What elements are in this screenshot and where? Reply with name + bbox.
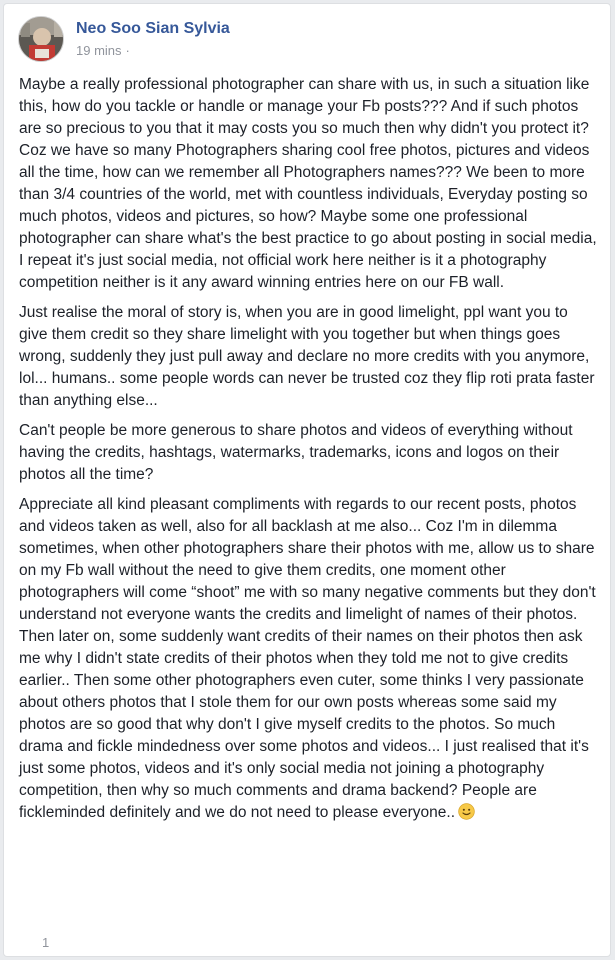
post-meta [76, 16, 230, 60]
post-paragraph-3: Can't people be more generous to share photos and videos of everything without having the credits, hashtags, watermarks, trademarks, icons and logos on their photos all the time? [19, 422, 573, 483]
facebook-post [3, 3, 611, 957]
post-paragraph-4-text: Appreciate all kind pleasant compliments with regards to our recent posts, photos and videos taken as well, also for all backlash at me also... Coz I'm in dilemma sometimes, when other photographers share their photos with me, allow us to share on my Fb wall without the need to give them credits, one moment other photographers will come “shoot” me with so many negative comments but they don't understand not everyone wants the credits and limelight of names of their photos. Then later on, some suddenly want credits of their names on their photos then ask me why I didn't state credits of their photos when they told me not to give credits earlier.. Then some other photographers even cuter, some thinks I very passionate about others photos that I stole them for our own posts whereas some said my photos are so good that why don't I give myself credits to the photos. So much drama and fickle mindedness over some photos and videos... I just realised that it's just some photos, videos and it's only social media not joining a photography competition, then why so much comments and drama backend? People are fickleminded definitely and we do not need to please everyone.. [19, 496, 596, 821]
slightly-smiling-face-icon [458, 803, 475, 820]
author-name-link[interactable]: Neo Soo Sian Sylvia [76, 20, 230, 37]
post-timestamp[interactable]: 19 mins [76, 43, 122, 58]
post-body [19, 74, 599, 832]
post-header [18, 16, 230, 68]
author-avatar[interactable] [18, 16, 64, 62]
post-paragraph-4 [19, 494, 599, 824]
post-paragraph-1: Maybe a really professional photographer can share with us, in such a situation like this, how do you tackle or handle or manage your Fb posts??? And if such photos are so precious to you that it may costs you so much then why didn't you protect it? Coz we have so many Photographers sharing cool free photos, pictures and videos all the time, how can we remember all Photographers names??? We been to more than 3/4 countries of the world, met with countless individuals, Everyday posting so much photos, videos and pictures, so how? Maybe some one professional photographer can share what's the best practice to go about posting in social media, I repeat it's just social media, not official work here neither is it a photography competition neither is it any award winning entries here on our FB wall. [19, 76, 597, 291]
reaction-count[interactable]: 1 [42, 935, 50, 950]
timestamp-row [76, 42, 230, 60]
meta-separator: · [125, 43, 130, 58]
avatar-photo-icon [19, 17, 64, 62]
post-paragraph-2: Just realise the moral of story is, when you are in good limelight, ppl want you to give them credit so they share limelight with you together but when things goes wrong, suddenly they just pull away and declare no more credits with you anymore, lol... humans.. some people words can never be trusted coz they flip roti prata faster than anything else... [19, 304, 595, 409]
